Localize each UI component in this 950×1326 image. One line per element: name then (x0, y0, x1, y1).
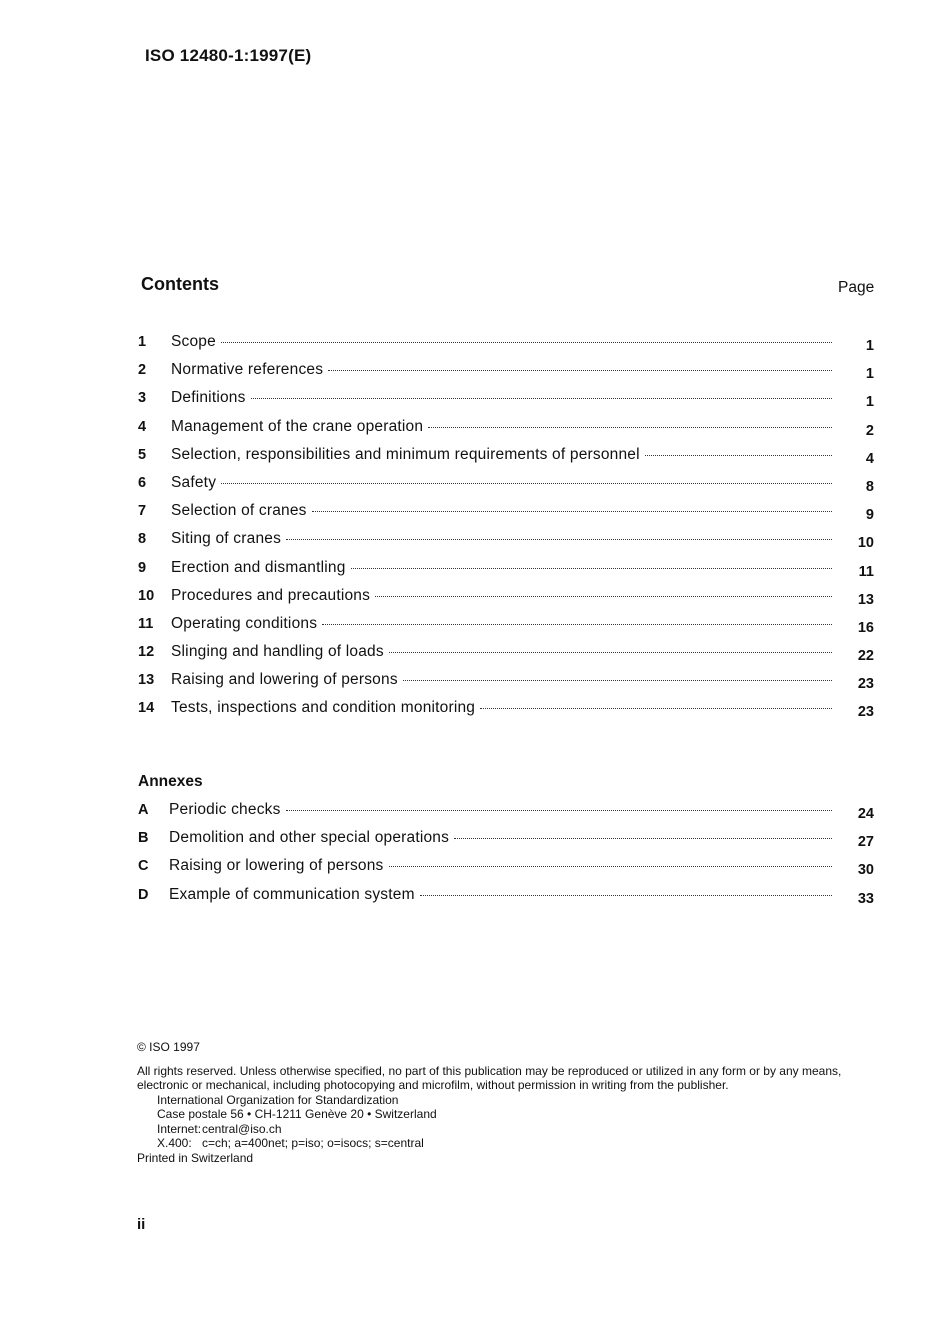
dot-leader (328, 370, 832, 371)
toc-entry[interactable] (138, 446, 874, 474)
internet-value: central@iso.ch (202, 1121, 282, 1136)
toc-entry-number: 2 (138, 362, 147, 379)
toc-entry[interactable] (138, 474, 874, 502)
dot-leader (251, 398, 832, 399)
toc-entry-number: 14 (138, 700, 155, 717)
dot-leader (403, 680, 832, 681)
toc-entry[interactable] (138, 502, 874, 530)
toc-entry-page: 24 (857, 806, 874, 822)
toc-entry[interactable] (138, 559, 874, 587)
toc-entry-page: 23 (857, 676, 874, 693)
toc-entry-page: 30 (857, 862, 874, 879)
contents-heading: Contents (141, 274, 219, 294)
toc-entry-title: Slinging and handling of loads (171, 643, 384, 661)
toc-entry-page: 16 (857, 619, 874, 636)
dot-leader (389, 652, 832, 653)
toc-entry-number: 1 (138, 334, 147, 350)
dot-leader (375, 596, 832, 597)
toc-entry-title: Management of the crane operation (171, 417, 424, 435)
toc-entry[interactable] (138, 530, 874, 558)
copyright-block (137, 1040, 841, 1165)
toc-entry-page: 11 (858, 563, 874, 580)
toc-entry-page: 33 (857, 890, 874, 907)
toc-entry-page: 9 (865, 507, 874, 524)
toc-entry-page: 4 (865, 450, 874, 467)
toc-entry-page: 8 (865, 478, 874, 495)
toc-entry-page: 13 (857, 591, 874, 608)
document-id: ISO 12480-1:1997(E) (145, 46, 312, 65)
copyright-notice: © ISO 1997 (137, 1040, 200, 1054)
x400-address (137, 1136, 841, 1151)
dot-leader (645, 455, 832, 456)
toc-entry-number: 9 (138, 559, 147, 576)
dot-leader (286, 539, 832, 540)
toc-entry-title: Operating conditions (171, 614, 318, 632)
toc-entry-number: A (138, 802, 149, 818)
toc-entry-title: Selection of cranes (171, 502, 307, 520)
contents-list (138, 333, 874, 728)
toc-entry-number: 11 (138, 615, 154, 632)
toc-entry[interactable] (138, 361, 874, 389)
toc-entry[interactable] (138, 671, 874, 699)
toc-entry-title: Safety (171, 473, 217, 491)
printed-in: Printed in Switzerland (137, 1150, 254, 1165)
toc-entry-title: Tests, inspections and condition monitoring (171, 699, 476, 717)
dot-leader (221, 483, 832, 484)
internet-label: Internet: (157, 1121, 202, 1136)
postal-address: Case postale 56 • CH-1211 Genève 20 • Switzerland (157, 1107, 437, 1121)
toc-entry-title: Raising or lowering of persons (169, 857, 384, 875)
toc-entry[interactable] (138, 643, 874, 671)
toc-entry-page: 10 (857, 535, 874, 552)
toc-entry-number: D (138, 886, 149, 903)
toc-entry-number: B (138, 830, 149, 847)
toc-entry[interactable] (138, 615, 874, 643)
toc-entry-title: Normative references (171, 361, 324, 379)
toc-entry-number: C (138, 858, 149, 875)
toc-entry-page: 22 (857, 648, 874, 665)
toc-entry-page: 2 (865, 422, 874, 439)
toc-entry[interactable] (138, 801, 874, 829)
toc-entry-number: 12 (138, 644, 155, 661)
dot-leader (389, 866, 833, 867)
page-number: ii (137, 1216, 146, 1233)
dot-leader (480, 708, 832, 709)
dot-leader (351, 568, 832, 569)
toc-entry-page: 1 (865, 338, 874, 354)
toc-entry[interactable] (138, 389, 874, 417)
toc-entry-number: 10 (138, 587, 155, 604)
toc-entry-title: Erection and dismantling (171, 558, 346, 576)
dot-leader (420, 895, 832, 896)
page-column-label: Page (838, 279, 875, 296)
toc-entry[interactable] (138, 333, 874, 361)
toc-entry[interactable] (138, 886, 874, 914)
toc-entry-number: 13 (138, 672, 155, 689)
toc-entry[interactable] (138, 587, 874, 615)
annexes-list (138, 801, 874, 914)
toc-entry-number: 7 (138, 503, 147, 520)
toc-entry-title: Scope (171, 333, 216, 350)
organization-name: International Organization for Standardization (157, 1092, 399, 1107)
toc-entry[interactable] (138, 418, 874, 446)
toc-entry-number: 6 (138, 474, 147, 491)
dot-leader (428, 427, 832, 428)
toc-entry-title: Procedures and precautions (171, 586, 371, 604)
dot-leader (286, 810, 832, 811)
toc-entry-number: 4 (138, 418, 147, 435)
toc-entry[interactable] (138, 699, 874, 727)
toc-entry-title: Siting of cranes (171, 530, 282, 548)
toc-entry-page: 1 (865, 366, 874, 383)
annexes-heading: Annexes (138, 773, 203, 790)
toc-entry-page: 23 (857, 704, 874, 721)
rights-line-2: electronic or mechanical, including photocopying and microfilm, without permission in writing from the publisher. (137, 1078, 729, 1092)
dot-leader (312, 511, 832, 512)
toc-entry-title: Selection, responsibilities and minimum requirements of personnel (171, 445, 640, 463)
toc-entry-title: Periodic checks (169, 801, 281, 818)
x400-label: X.400: (157, 1136, 192, 1150)
toc-entry-title: Example of communication system (169, 885, 415, 903)
rights-line-1: All rights reserved. Unless otherwise specified, no part of this publication may be reproduced or utilized in any form or by any means, (137, 1063, 842, 1078)
toc-entry-number: 3 (138, 390, 147, 407)
dot-leader (454, 838, 832, 839)
x400-value: c=ch; a=400net; p=iso; o=isocs; s=central (202, 1136, 424, 1150)
toc-entry-title: Demolition and other special operations (169, 829, 450, 847)
toc-entry-title: Raising and lowering of persons (171, 671, 398, 689)
toc-entry-title: Definitions (171, 389, 246, 407)
toc-entry[interactable] (138, 829, 874, 857)
toc-entry-number: 8 (138, 531, 147, 548)
internet-address (137, 1122, 841, 1137)
toc-entry-page: 27 (857, 834, 874, 851)
toc-entry-page: 1 (865, 394, 874, 411)
toc-entry-number: 5 (138, 446, 147, 463)
dot-leader (221, 342, 832, 343)
dot-leader (322, 624, 832, 625)
toc-entry[interactable] (138, 857, 874, 885)
